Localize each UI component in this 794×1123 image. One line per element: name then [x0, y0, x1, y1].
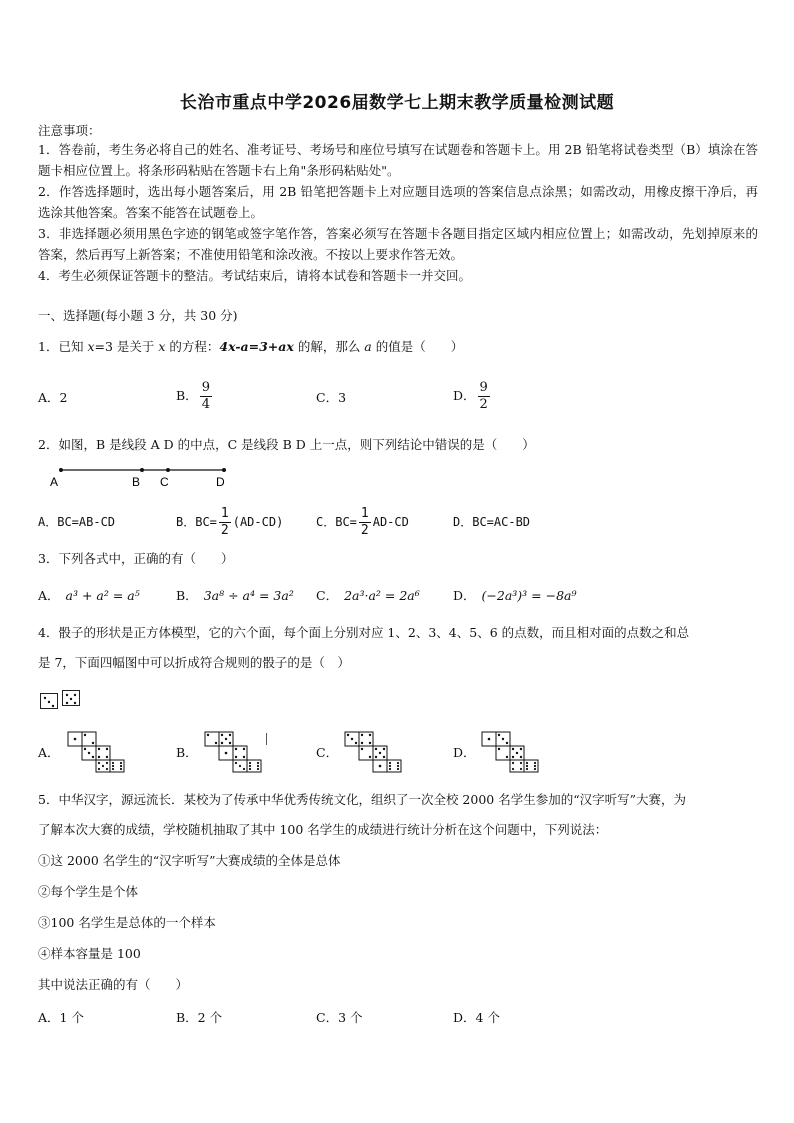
line-segment-figure [46, 461, 246, 489]
notice-item-3: 3．非选择题必须用黑色字迹的钢笔或签字笔作答，答案必须写在答题卡各题目指定区域内相应位置上；如需改动，先划掉原来的答案，然后再写上新答案；不准使用铅笔和涂改液。不按以上要求作答无效。 [38, 226, 758, 262]
cube-net-c[interactable] [343, 730, 405, 774]
question-5-option-d[interactable]: D．4 个 [453, 1010, 500, 1025]
question-5-statement-2: ②每个学生是个体 [38, 884, 139, 899]
cube-net-b[interactable] [203, 730, 265, 774]
point-b-label: B [132, 475, 141, 489]
question-1-option-d[interactable]: D． $\frac{9}{2}$ [453, 380, 488, 412]
question-5-statement-1: ①这 2000 名学生的“汉字听写”大赛成绩的全体是总体 [38, 853, 341, 868]
point-c-label: C [160, 475, 169, 489]
fraction: $\frac{1}{2}$ [220, 506, 229, 538]
question-5-option-c[interactable]: C．3 个 [316, 1010, 363, 1025]
fraction: $\frac{9}{2}$ [479, 380, 488, 412]
question-2-option-c[interactable]: C．BC= $\frac{1}{2}$ AD-CD [316, 506, 409, 538]
exam-title: 长治市重点中学2026届数学七上期末教学质量检测试题 [179, 93, 615, 113]
question-4-option-d[interactable]: D． [453, 745, 476, 760]
question-3-option-a[interactable]: A． a³ + a² = a⁵ [38, 588, 140, 603]
question-4-option-a[interactable]: A． [38, 745, 60, 760]
question-4-stem-line-1: 4．骰子的形状是正方体模型，它的六个面，每个面上分别对应 1、2、3、4、5、6 的点数，而且相对面的点数之和总 [38, 625, 690, 640]
question-4-option-b[interactable]: B． [176, 745, 198, 760]
question-3-option-c[interactable]: C． 2a³·a² = 2a⁶ [316, 588, 420, 603]
question-2-option-b[interactable]: B．BC= $\frac{1}{2}$ (AD-CD) [176, 506, 284, 538]
question-1-stem: 1．已知 x=3 是关于 x 的方程：4x-a=3+ax 的解，那么 a 的值是（ ） [38, 339, 464, 354]
question-5-statement-3: ③100 名学生是总体的一个样本 [38, 915, 216, 930]
question-2-option-a[interactable]: A．BC=AB-CD [38, 515, 116, 529]
figure-mark [266, 733, 267, 745]
question-1-option-c[interactable]: C．3 [316, 390, 347, 405]
fraction: $\frac{1}{2}$ [360, 506, 369, 538]
question-2-option-d[interactable]: D．BC=AC-BD [453, 515, 531, 529]
notice-item-2: 2．作答选择题时，选出每小题答案后，用 2B 铅笔把答题卡上对应题目选项的答案信息点涂黑；如需改动，用橡皮擦干净后，再选涂其他答案。答案不能答在试题卷上。 [38, 184, 758, 220]
cube-net-a[interactable] [66, 730, 128, 774]
point-b [140, 468, 144, 472]
fraction: $\frac{9}{4}$ [201, 380, 210, 412]
question-5-statement-4: ④样本容量是 100 [38, 946, 141, 961]
question-3-option-d[interactable]: D． (−2a³)³ = −8a⁹ [453, 588, 577, 603]
question-1-option-b[interactable]: B． $\frac{9}{4}$ [176, 380, 210, 412]
point-a [59, 468, 63, 472]
question-5-stem-line-2: 了解本次大赛的成绩，学校随机抽取了其中 100 名学生的成绩进行统计分析在这个问题中，下列说法： [38, 822, 608, 837]
point-a-label: A [50, 475, 59, 489]
notice-list [38, 139, 758, 286]
question-2-stem: 2．如图，B 是线段 A D 的中点，C 是线段 B D 上一点，则下列结论中错误的是（ ） [38, 437, 535, 452]
section-heading: 一、选择题(每小题 3 分，共 30 分) [38, 308, 238, 323]
question-1-option-a[interactable]: A．2 [38, 390, 68, 405]
question-3-stem: 3．下列各式中，正确的有（ ） [38, 551, 234, 566]
cube-net-d[interactable] [480, 730, 542, 774]
dice-pips [40, 690, 86, 712]
question-5-ask: 其中说法正确的有（ ） [38, 977, 189, 992]
question-5-stem-line-1: 5．中华汉字，源远流长．某校为了传承中华优秀传统文化，组织了一次全校 2000 名学生参加的“汉字听写”大赛，为 [38, 792, 686, 807]
question-5-option-b[interactable]: B．2 个 [176, 1010, 223, 1025]
notice-item-4: 4．考生必须保证答题卡的整洁。考试结束后，请将本试卷和答题卡一并交回。 [38, 268, 471, 283]
question-4-stem-line-2: 是 7，下面四幅图中可以折成符合规则的骰子的是（ ） [38, 655, 350, 670]
dice-illustration [40, 690, 86, 712]
question-3-option-b[interactable]: B． 3a⁸ ÷ a⁴ = 3a² [176, 588, 294, 603]
point-d-label: D [216, 475, 225, 489]
notice-item-1: 1．答卷前，考生务必将自己的姓名、准考证号、考场号和座位号填写在试题卷和答题卡上。用 2B 铅笔将试卷类型（B）填涂在答题卡相应位置上。将条形码粘贴在答题卡右上角"条形码粘贴处"。 [38, 142, 758, 178]
point-d [222, 468, 226, 472]
point-c [166, 468, 170, 472]
question-4-option-c[interactable]: C． [316, 745, 339, 760]
question-5-option-a[interactable]: A．1 个 [38, 1010, 84, 1025]
notice-heading: 注意事项： [38, 123, 101, 138]
